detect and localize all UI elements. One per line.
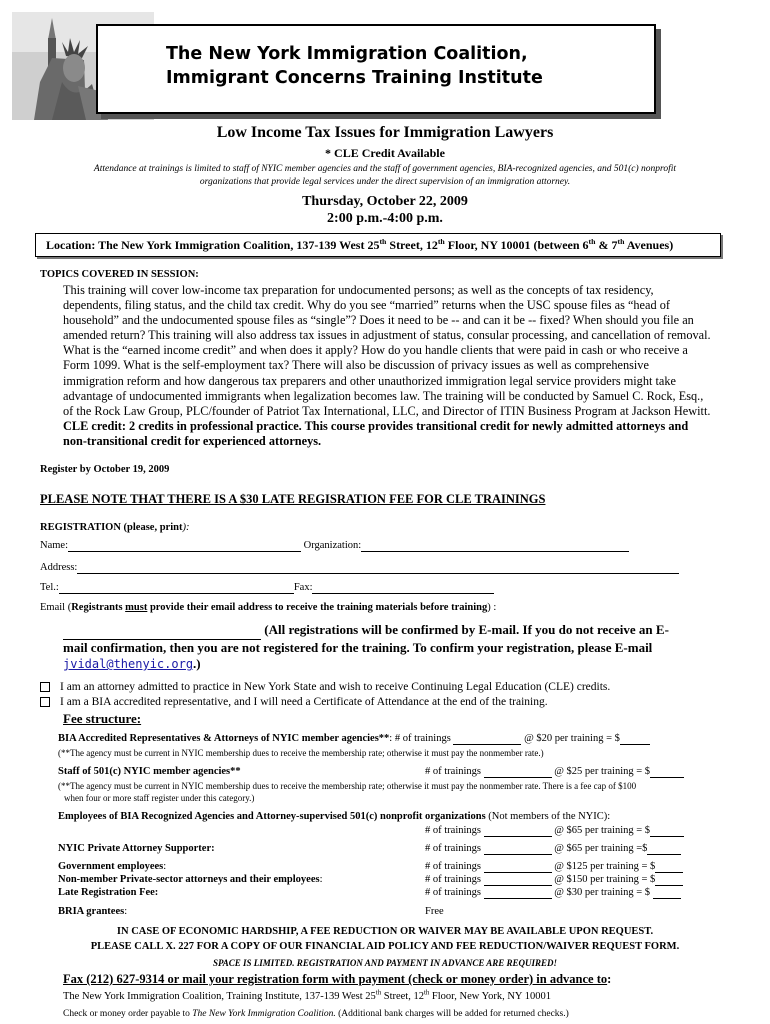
fee-private-price: @ $65 per training =$ <box>551 843 648 854</box>
fee-staff-total-field[interactable] <box>650 766 684 778</box>
fee-private-count-field[interactable] <box>484 843 552 855</box>
fee-bia-count-field[interactable] <box>453 733 521 745</box>
fee-staff-label: Staff of 501(c) NYIC member agencies** <box>58 766 241 777</box>
fee-staff-count-field[interactable] <box>484 766 552 778</box>
fee-government-colon: : <box>163 861 167 872</box>
fee-private-label <box>58 843 215 854</box>
email-label-tail: ) : <box>487 602 497 613</box>
registration-heading-tail: ): <box>182 522 190 533</box>
attendance-note-line-2: organizations that provide legal services under the direct supervision of an immigration attorney. <box>199 177 571 187</box>
fee-nonmember-calc <box>425 874 683 886</box>
location-text: Avenues) <box>624 238 674 252</box>
fee-government-price: @ $125 per training = $ <box>551 861 656 872</box>
cle-credit-statement: CLE credit: 2 credits in professional practice. This course provides transitional credit for newly admitted attorneys and non-transitional credit for experienced attorneys. <box>63 418 689 448</box>
fee-nonmember-count-field[interactable] <box>484 874 552 886</box>
fax-label: Fax: <box>293 582 313 593</box>
fax-instruction-text: Fax (212) 627-9314 or mail your registration form with payment (check or money order) in advance to <box>63 972 608 986</box>
fee-count-label: : # of trainings <box>389 733 454 744</box>
fee-nonmember-colon: : <box>319 874 323 885</box>
fee-nonmember-total-field[interactable] <box>655 874 683 886</box>
checkbox-row-bia <box>40 696 548 708</box>
email-instruction-text: Registrants <box>71 602 126 613</box>
fee-count-label: # of trainings <box>425 766 484 777</box>
check-note-tail: (Additional bank charges will be added for returned checks.) <box>335 1009 569 1019</box>
tel-label: Tel.: <box>40 582 59 593</box>
fee-nonmember-label-text: Non-member Private-sector attorneys and their employees <box>58 874 320 885</box>
space-limited-notice: SPACE IS LIMITED. REGISTRATION AND PAYMENT IN ADVANCE ARE REQUIRED! <box>212 958 558 968</box>
attorney-checkbox[interactable] <box>40 682 50 692</box>
fax-field[interactable] <box>312 582 494 594</box>
topics-body: This training will cover low-income tax preparation for undocumented persons; as well as the concepts of tax residency, dependents, filing status, and the child tax credit. Why do you see “married” returns when the USC spouse files as “head of household” and the undocumented spouse files as “single”? Does it need to be -- and can it be -- fixed? When should you file an amended return? This training will also address tax issues in adjustment of status, consular processing, and cancellation of removal. What is the “earned income credit” and when does it apply? How do you handle clients that were paid in cash or who receive a Form 1099. What is the self-employment tax? There will also be discussion of privacy issues as well as comprehensive immigration reform and how dangerous tax preparers and other unauthorized immigration legal service providers might take advantage of undocumented immigrants when legalization becomes law. The training will be conducted by Samuel C. Rock, Esq., of the Rock Law Group, PLC/founder of Patriot Tax International, LLC, and Director of ITIN Business Program at Jackson Hewitt. <box>63 283 711 418</box>
late-fee-notice: PLEASE NOTE THAT THERE IS A $30 LATE REGISRATION FEE FOR CLE TRAININGS <box>40 492 546 506</box>
tel-field[interactable] <box>59 582 294 594</box>
hardship-line-2: PLEASE CALL X. 227 FOR A COPY OF OUR FINANCIAL AID POLICY AND FEE REDUCTION/WAIVER REQUEST FORM. <box>90 941 680 952</box>
fee-staff-note-1: (**The agency must be current in NYIC membership dues to receive the membership rate; otherwise it must pay the nonmember rate. There is a fee cap of $100 <box>58 781 637 791</box>
topics-heading: TOPICS COVERED IN SESSION: <box>40 269 199 280</box>
event-title: Low Income Tax Issues for Immigration Lawyers <box>216 124 554 141</box>
fee-count-label: # of trainings <box>425 861 484 872</box>
fee-bia-label: BIA Accredited Representatives & Attorneys of NYIC member agencies** <box>58 733 390 744</box>
address-row <box>40 562 679 574</box>
mailing-address-sup: th <box>375 989 382 997</box>
email-instruction-text: provide their email address to receive the training materials before training <box>147 602 488 613</box>
fee-count-label: # of trainings <box>425 874 484 885</box>
email-field[interactable] <box>63 622 261 640</box>
fee-nonmember-price: @ $150 per training = $ <box>551 874 656 885</box>
fee-late-label <box>58 887 158 898</box>
fee-bria-value: Free <box>425 906 444 917</box>
fee-government-calc <box>425 861 683 873</box>
mailing-address-sup: th <box>423 989 430 997</box>
confirmation-text-1: (All registrations will be confirmed by E-mail. If you do not receive an E- <box>264 622 669 637</box>
bia-checkbox[interactable] <box>40 697 50 707</box>
registration-heading-note: (please, print <box>120 522 183 533</box>
location-sup: th <box>437 237 445 246</box>
fee-employees <box>58 811 610 822</box>
fee-late-label-text: Late Registration Fee: <box>58 887 159 898</box>
mailing-address-text: Street, 12 <box>381 991 424 1002</box>
fee-government-total-field[interactable] <box>655 861 683 873</box>
event-date: Thursday, October 22, 2009 <box>302 194 468 209</box>
fee-bria-label <box>58 906 127 917</box>
email-label: Email ( <box>40 602 72 613</box>
fee-bia-note: (**The agency must be current in NYIC membership dues to receive the membership rate; otherwise it must pay the nonmember rate.) <box>58 748 544 758</box>
location-text: & 7 <box>595 238 618 252</box>
registration-heading-text: REGISTRATION <box>40 522 121 533</box>
email-must: must <box>125 602 148 613</box>
fee-employees-count-field[interactable] <box>484 825 552 837</box>
fee-private-calc <box>425 843 681 855</box>
confirmation-email-link[interactable]: jvidal@thenyic.org <box>63 657 194 671</box>
event-time: 2:00 p.m.-4:00 p.m. <box>327 211 443 226</box>
header-title <box>166 42 543 90</box>
fee-count-label: # of trainings <box>425 887 484 898</box>
name-row <box>40 540 629 552</box>
fee-staff-note-2: when four or more staff register under this category.) <box>64 793 255 803</box>
fee-staff-calc <box>425 766 684 778</box>
name-field[interactable] <box>68 540 301 552</box>
address-field[interactable] <box>77 562 679 574</box>
mailing-address <box>63 991 551 1002</box>
check-payee: The New York Immigration Coalition. <box>192 1009 336 1019</box>
confirmation-tail: .) <box>193 656 201 671</box>
fee-late-price: @ $30 per training = $ <box>551 887 653 898</box>
fee-bia <box>58 733 650 745</box>
header-title-line-1: The New York Immigration Coalition, <box>166 44 528 64</box>
check-payable-note <box>63 1009 569 1019</box>
fee-government-label <box>58 861 166 872</box>
fax-instruction <box>63 972 611 987</box>
fee-bia-total-field[interactable] <box>620 733 650 745</box>
fee-late-total-field[interactable] <box>653 887 681 899</box>
mailing-address-text: Floor, New York, NY 10001 <box>429 991 551 1002</box>
fee-bria-label-text: BRIA grantees <box>58 906 125 917</box>
fee-employees-calc <box>425 825 684 837</box>
fee-staff-price: @ $25 per training = $ <box>551 766 651 777</box>
location-box <box>35 233 721 257</box>
registration-heading <box>40 522 189 533</box>
organization-label: Organization: <box>303 540 362 551</box>
checkbox-row-attorney <box>40 681 610 693</box>
confirmation-text-2: mail confirmation, then you are not registered for the training. To confirm your registration, please E-mail <box>63 639 653 655</box>
fee-employees-price: @ $65 per training = $ <box>551 825 651 836</box>
fee-late-calc <box>425 887 681 899</box>
fee-staff <box>58 766 651 777</box>
location-text: Location: The New York Immigration Coalition, 137-139 West 25 <box>46 238 380 252</box>
fee-count-label: # of trainings <box>425 843 484 854</box>
fee-employees-label: Employees of BIA Recognized Agencies and Attorney-supervised 501(c) nonprofit organizations <box>58 811 486 822</box>
fee-private-total-field[interactable] <box>647 843 681 855</box>
fee-bria-colon: : <box>124 906 128 917</box>
header-title-line-2: Immigrant Concerns Training Institute <box>166 68 543 88</box>
fee-employees-total-field[interactable] <box>650 825 684 837</box>
topics-description <box>63 283 711 449</box>
location-text: Floor, NY 10001 (between 6 <box>444 238 589 252</box>
check-note-text: Check or money order payable to <box>63 1009 193 1019</box>
address-label: Address: <box>40 562 78 573</box>
attendance-note-line-1: Attendance at trainings is limited to staff of NYIC member agencies and the staff of government agencies, BIA-recognized agencies, and 501(c) nonprofit <box>93 164 677 174</box>
register-by: Register by October 19, 2009 <box>40 464 170 475</box>
fax-instruction-colon: : <box>607 972 612 986</box>
fee-nonmember-label <box>58 874 322 885</box>
name-label: Name: <box>40 540 68 551</box>
tel-fax-row <box>40 582 494 594</box>
hardship-line-1: IN CASE OF ECONOMIC HARDSHIP, A FEE REDUCTION OR WAIVER MAY BE AVAILABLE UPON REQUEST. <box>116 926 654 937</box>
location-sup: th <box>379 237 387 246</box>
fee-government-count-field[interactable] <box>484 861 552 873</box>
cle-credit-note: * CLE Credit Available <box>325 146 445 160</box>
fee-structure-heading: Fee structure: <box>63 711 142 726</box>
fee-count-label: # of trainings <box>425 825 484 836</box>
email-instruction <box>40 602 496 613</box>
fee-late-count-field[interactable] <box>484 887 552 899</box>
location-text: Street, 12 <box>386 238 438 252</box>
location-sup: th <box>588 237 596 246</box>
fee-private-label-text: NYIC Private Attorney Supporter: <box>58 843 215 854</box>
bia-checkbox-label: I am a BIA accredited representative, and I will need a Certificate of Attendance at the end of the training. <box>60 696 548 708</box>
location-sup: th <box>617 237 625 246</box>
attorney-checkbox-label: I am an attorney admitted to practice in New York State and wish to receive Continuing Legal Education (CLE) credits. <box>60 681 611 693</box>
mailing-address-text: The New York Immigration Coalition, Training Institute, 137-139 West 25 <box>63 991 376 1002</box>
confirmation-note <box>63 622 713 673</box>
fee-employees-tail: (Not members of the NYIC): <box>485 811 611 822</box>
fee-government-label-text: Government employees <box>58 861 164 872</box>
fee-bia-price: @ $20 per training = $ <box>521 733 620 744</box>
organization-field[interactable] <box>361 540 629 552</box>
